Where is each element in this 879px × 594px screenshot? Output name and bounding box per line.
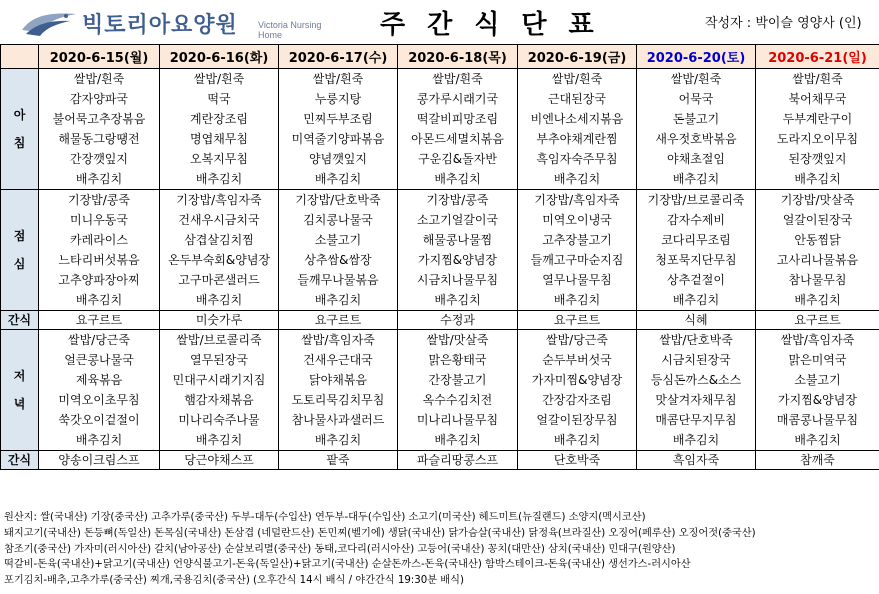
menu-item: 배추김치 (794, 172, 841, 186)
menu-item: 쌀밥/흑임자죽 (301, 333, 375, 347)
menu-item: 배추김치 (75, 293, 123, 307)
menu-item: 감자양파국 (70, 92, 128, 106)
menu-item: 얼큰콩나물국 (64, 353, 134, 367)
menu-cell: 요구르트 (518, 311, 637, 330)
day-header-row (1, 45, 879, 69)
menu-item: 기장밥/브로콜리죽 (647, 193, 745, 207)
menu-item: 배추김치 (434, 433, 481, 447)
origin-notes (4, 510, 876, 589)
menu-cell (637, 330, 756, 451)
menu-cell: 요구르트 (279, 311, 398, 330)
menu-item: 누룽지탕 (314, 92, 362, 106)
menu-item: 배추김치 (553, 293, 601, 307)
menu-item: 야채초절임 (667, 152, 725, 166)
page-header (0, 0, 879, 44)
menu-item: 시금치나물무침 (416, 273, 499, 287)
menu-cell (398, 69, 518, 190)
menu-cell (160, 330, 279, 451)
menu-item: 쌀밥/흰죽 (73, 72, 125, 86)
menu-item: 쌀밥/흰죽 (670, 72, 722, 86)
menu-item: 양념깻잎지 (309, 152, 367, 166)
menu-cell: 미숫가루 (160, 311, 279, 330)
menu-cell (39, 69, 160, 190)
menu-item: 배추김치 (75, 172, 123, 186)
menu-item: 온두부숙회&양념장 (167, 253, 271, 267)
menu-item: 배추김치 (672, 433, 720, 447)
note-line: 참조기(중국산) 가자미(러시아산) 갈치(남아공산) 순살보리멸(중국산) 동태,코다리(러시아산) 고등어(국내산) 꽁치(대만산) 삼치(국내산) 민대구(원양산) (4, 543, 676, 555)
menu-item: 열무된장국 (190, 353, 248, 367)
note-line: 떡갈비-돈육(국내산)+닭고기(국내산) 언양식불고기-돈육(독일산)+닭고기(국내산) 순살돈까스-돈육(국내산) 함박스테이크-돈육(국내산) 생선가스-러시아산 (4, 559, 691, 571)
menu-cell: 파슬리땅콩스프 (398, 451, 518, 470)
menu-item: 카레라이스 (70, 233, 128, 247)
note-line: 돼지고기(국내산) 돈등뼈(독일산) 돈목심(국내산) 돈삼겹 (네덜란드산) 돈민찌(벨기에) 생닭(국내산) 닭가슴살(국내산) 닭정육(브라질산) 오징어(페루산) 오징어젓(중국산) (4, 527, 756, 539)
menu-item: 고추양파장아찌 (58, 273, 140, 287)
menu-item: 맑은미역국 (788, 353, 847, 367)
menu-item: 쌀밥/흰죽 (551, 72, 603, 86)
weekly-menu-table (0, 44, 879, 470)
menu-item: 맑은황태국 (428, 353, 487, 367)
menu-cell: 단호박죽 (518, 451, 637, 470)
menu-item: 제육볶음 (75, 373, 123, 387)
menu-item: 소고기얼갈이국 (416, 213, 499, 227)
menu-item: 기장밥/흑임자죽 (534, 193, 620, 207)
menu-item: 해물콩나물찜 (422, 233, 493, 247)
menu-item: 코다리무조림 (661, 233, 731, 247)
menu-item: 배추김치 (314, 293, 362, 307)
menu-item: 배추김치 (195, 293, 243, 307)
menu-item: 안동찜닭 (794, 233, 841, 247)
menu-item: 배추김치 (195, 433, 243, 447)
meal-label-snack: 간식 (1, 451, 39, 470)
meal-label-breakfast (1, 69, 39, 190)
meal-label-char: 아 (13, 108, 26, 122)
menu-cell (518, 69, 637, 190)
menu-item: 된장깻잎지 (788, 152, 847, 166)
menu-item: 쌀밥/흰죽 (312, 72, 364, 86)
day-header: 2020-6-16(화) (160, 45, 279, 69)
menu-item: 불어묵고추장볶음 (52, 112, 146, 126)
menu-cell: 요구르트 (39, 311, 160, 330)
menu-item: 오복지무침 (190, 152, 248, 166)
menu-cell (756, 69, 879, 190)
menu-item: 배추김치 (672, 293, 720, 307)
menu-item: 건새우시금치국 (178, 213, 260, 227)
menu-item: 계란장조림 (190, 112, 248, 126)
menu-cell (160, 69, 279, 190)
menu-item: 떡국 (207, 92, 231, 106)
day-header-sunday: 2020-6-21(일) (756, 45, 879, 69)
menu-item: 기장밥/흑임자죽 (176, 193, 262, 207)
menu-item: 삼겹살김치찜 (184, 233, 254, 247)
menu-item: 아몬드세멸치볶음 (411, 132, 504, 146)
menu-item: 배추김치 (553, 433, 601, 447)
lunch-row (1, 190, 879, 311)
menu-item: 기장밥/맛살죽 (780, 193, 855, 207)
menu-item: 배추김치 (794, 433, 841, 447)
menu-cell (637, 69, 756, 190)
meal-label-char: 저 (13, 369, 26, 383)
menu-item: 쌀밥/당근죽 (67, 333, 130, 347)
menu-cell: 당근야채스프 (160, 451, 279, 470)
menu-item: 감자수제비 (667, 213, 725, 227)
logo-bird-icon (20, 8, 78, 38)
menu-item: 돈불고기 (672, 112, 720, 126)
menu-item: 미역줄기양파볶음 (291, 132, 385, 146)
menu-item: 청포묵지단무침 (655, 253, 737, 267)
afternoon-snack-row (1, 311, 879, 330)
menu-cell: 참깨죽 (756, 451, 879, 470)
menu-cell (756, 190, 879, 311)
menu-cell (637, 190, 756, 311)
menu-item: 고추장불고기 (542, 233, 612, 247)
menu-item: 미역오이냉국 (542, 213, 612, 227)
corner-cell (1, 45, 39, 69)
menu-item: 등심돈까스&소스 (650, 373, 742, 387)
menu-item: 상추겉절이 (667, 273, 725, 287)
meal-label-snack: 간식 (1, 311, 39, 330)
menu-item: 얼갈이된장무침 (536, 413, 618, 427)
menu-item: 도토리묵김치무침 (291, 393, 385, 407)
menu-cell (518, 330, 637, 451)
menu-item: 쌀밥/맛살죽 (426, 333, 489, 347)
menu-cell (39, 330, 160, 451)
menu-cell (39, 190, 160, 311)
menu-item: 소불고기 (794, 373, 841, 387)
menu-item: 미나리나물무침 (416, 413, 499, 427)
author-line: 작성자 : 박이슬 영양사 (인) (705, 16, 862, 31)
menu-item: 쌀밥/흰죽 (792, 72, 843, 86)
night-snack-row (1, 451, 879, 470)
menu-item: 해물동그랑땡전 (58, 132, 140, 146)
note-line: 포기김치-배추,고추가루(중국산) 찌개,국용김치(중국산) (오후간식 14시 배식 / 야간간식 19:30분 배식) (4, 575, 464, 587)
menu-item: 두부계란구이 (782, 112, 853, 126)
meal-label-dinner (1, 330, 39, 451)
menu-item: 순두부버섯국 (542, 353, 612, 367)
menu-item: 매콤단무지무침 (655, 413, 737, 427)
menu-item: 들깨무나물볶음 (297, 273, 379, 287)
menu-item: 배추김치 (75, 433, 123, 447)
menu-item: 배추김치 (434, 293, 481, 307)
menu-item: 쌀밥/단호박죽 (659, 333, 733, 347)
meal-label-char: 녁 (13, 397, 26, 411)
menu-item: 기장밥/콩죽 (67, 193, 130, 207)
menu-item: 참나물사과샐러드 (291, 413, 385, 427)
day-header-saturday: 2020-6-20(토) (637, 45, 756, 69)
menu-item: 근대된장국 (548, 92, 606, 106)
meal-label-char: 침 (13, 136, 26, 150)
menu-item: 고사리나물볶음 (776, 253, 859, 267)
menu-item: 도라지오이무침 (776, 132, 859, 146)
menu-item: 쌀밥/흑임자죽 (780, 333, 855, 347)
menu-cell: 수정과 (398, 311, 518, 330)
menu-item: 북어채무국 (788, 92, 847, 106)
menu-cell (398, 190, 518, 311)
menu-item: 배추김치 (553, 172, 601, 186)
menu-item: 김치콩나물국 (303, 213, 373, 227)
logo-subtitle: Victoria Nursing Home (258, 20, 322, 40)
menu-item: 가자미찜&양념장 (531, 373, 623, 387)
menu-item: 시금치된장국 (661, 353, 731, 367)
menu-item: 상추쌈&쌈장 (304, 253, 372, 267)
menu-item: 햄감자채볶음 (184, 393, 254, 407)
menu-item: 배추김치 (314, 172, 362, 186)
menu-cell (279, 69, 398, 190)
menu-item: 참나물무침 (788, 273, 847, 287)
menu-item: 건새우근대국 (303, 353, 373, 367)
logo (20, 6, 340, 40)
menu-item: 옥수수김치전 (422, 393, 493, 407)
menu-cell (279, 190, 398, 311)
dinner-row (1, 330, 879, 451)
menu-item: 매콤콩나물무침 (776, 413, 859, 427)
menu-item: 쌀밥/흰죽 (432, 72, 483, 86)
meal-label-lunch (1, 190, 39, 311)
day-header: 2020-6-18(목) (398, 45, 518, 69)
menu-item: 기장밥/콩죽 (426, 193, 489, 207)
menu-item: 부추야채계란찜 (536, 132, 618, 146)
menu-item: 기장밥/단호박죽 (295, 193, 381, 207)
menu-item: 배추김치 (195, 172, 243, 186)
menu-item: 들깨고구마순지짐 (530, 253, 624, 267)
menu-item: 흑임자숙주무침 (536, 152, 618, 166)
menu-item: 미나리숙주나물 (178, 413, 260, 427)
menu-cell: 팥죽 (279, 451, 398, 470)
menu-item: 닭야채볶음 (309, 373, 367, 387)
menu-item: 배추김치 (672, 172, 720, 186)
menu-item: 구운김&돌자반 (418, 152, 497, 166)
menu-item: 명엽채무침 (190, 132, 248, 146)
menu-item: 소불고기 (314, 233, 362, 247)
logo-name: 빅토리아요양원 (82, 13, 238, 38)
menu-item: 가지찜&양념장 (418, 253, 497, 267)
menu-item: 새우젓호박볶음 (655, 132, 737, 146)
menu-cell (279, 330, 398, 451)
menu-cell: 식혜 (637, 311, 756, 330)
menu-item: 어묵국 (678, 92, 714, 106)
meal-label-char: 점 (13, 229, 26, 243)
menu-cell: 요구르트 (756, 311, 879, 330)
menu-cell (518, 190, 637, 311)
menu-item: 맛살겨자채무침 (655, 393, 737, 407)
menu-item: 배추김치 (314, 433, 362, 447)
menu-item: 쌀밥/흰죽 (193, 72, 245, 86)
menu-item: 미역오이초무침 (58, 393, 140, 407)
note-line: 원산지: 쌀(국내산) 기장(중국산) 고추가루(중국산) 두부-대두(수입산) 연두부-대두(수입산) 소고기(미국산) 헤드미트(뉴질랜드) 소양지(멕시코산) (4, 512, 646, 523)
day-header: 2020-6-15(월) (39, 45, 160, 69)
page-title: 주간식단표 (380, 10, 616, 40)
menu-item: 비엔나소세지볶음 (530, 112, 624, 126)
day-header: 2020-6-17(수) (279, 45, 398, 69)
menu-item: 쌀밥/브로콜리죽 (176, 333, 262, 347)
menu-item: 간장깻잎지 (70, 152, 128, 166)
menu-item: 간장불고기 (428, 373, 487, 387)
menu-cell (756, 330, 879, 451)
day-header: 2020-6-19(금) (518, 45, 637, 69)
menu-item: 쑥갓오이겉절이 (58, 413, 140, 427)
menu-item: 민대구시래기지짐 (172, 373, 266, 387)
menu-item: 열무나물무침 (542, 273, 612, 287)
menu-item: 배추김치 (794, 293, 841, 307)
menu-item: 고구마콘샐러드 (178, 273, 260, 287)
menu-item: 미니우동국 (70, 213, 128, 227)
menu-item: 떡갈비피망조림 (416, 112, 499, 126)
menu-item: 간장감자조림 (542, 393, 612, 407)
menu-cell: 양송이크림스프 (39, 451, 160, 470)
menu-cell: 흑임자죽 (637, 451, 756, 470)
menu-item: 느타리버섯볶음 (58, 253, 140, 267)
menu-item: 얼갈이된장국 (782, 213, 853, 227)
menu-item: 민찌두부조림 (303, 112, 373, 126)
menu-item: 배추김치 (434, 172, 481, 186)
meal-label-char: 심 (13, 257, 26, 271)
menu-item: 쌀밥/당근죽 (545, 333, 608, 347)
menu-item: 가지찜&양념장 (778, 393, 857, 407)
breakfast-row (1, 69, 879, 190)
menu-cell (160, 190, 279, 311)
menu-item: 콩가루시래기국 (416, 92, 499, 106)
menu-cell (398, 330, 518, 451)
